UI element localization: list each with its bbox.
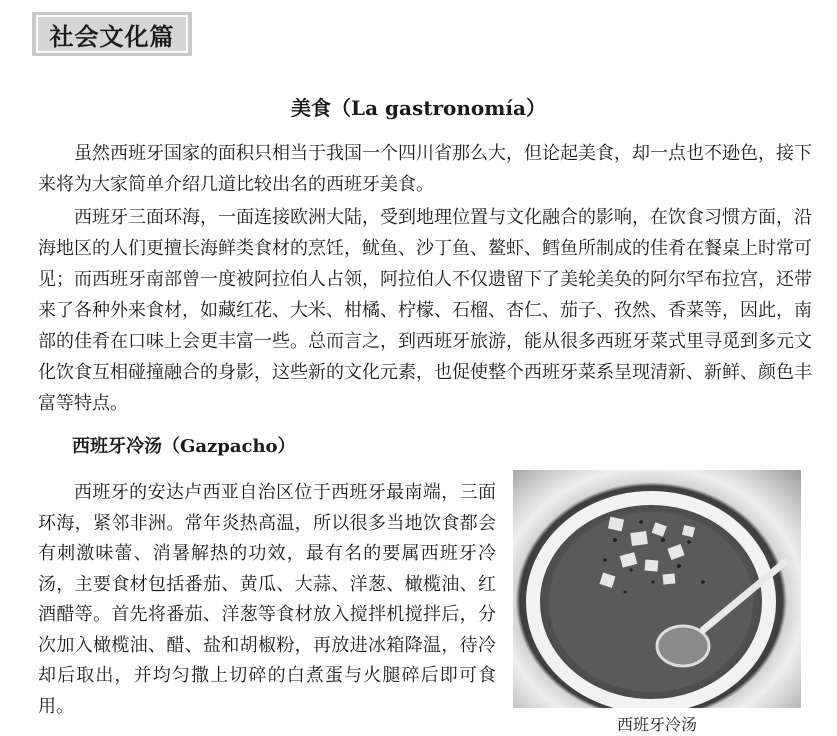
- soup-surface: [549, 512, 753, 692]
- photo-caption: 西班牙冷汤: [616, 715, 697, 734]
- culture-paragraph: 西班牙三面环海，一面连接欧洲大陆，受到地理位置与文化融合的影响，在饮食习惯方面，沿海地区的人们更擅长海鲜类食材的烹饪，鱿鱼、沙丁鱼、鳌虾、鳕鱼所制成的佳肴在餐桌上时常可见；而西班牙南部曾一度被阿拉伯人占领，阿拉伯人不仅遗留下了美轮美奂的阿尔罕布拉宫，还带来了各种外来食材，如藏红花、大米、柑橘、柠檬、石榴、杏仁、茄子、孜然、香菜等，因此，南部的佳肴在口味上会更丰富一些。总而言之，到西班牙旅游，能从很多西班牙菜式里寻觅到多元文化饮食互相碰撞融合的身影，这些新的文化元素，也促使整个西班牙菜系呈现清新、新鲜、颜色丰富等特点。: [38, 207, 812, 414]
- gazpacho-photo: [513, 470, 801, 708]
- article-title: 美食（La gastronomía）: [291, 96, 546, 120]
- gazpacho-title: 西班牙冷汤（Gazpacho）: [72, 436, 296, 457]
- gazpacho-bowl-illustration: [513, 470, 801, 708]
- section-tag: [32, 12, 192, 56]
- gazpacho-paragraph: 西班牙的安达卢西亚自治区位于西班牙最南端，三面环海，紧邻非洲。常年炎热高温，所以很多当地饮食都会有刺激味蕾、消暑解热的功效，最有名的要属西班牙冷汤，主要食材包括番茄、黄瓜、大蒜、洋葱、橄榄油、红酒醋等。首先将番茄、洋葱等食材放入搅拌机搅拌后，分次加入橄榄油、醋、盐和胡椒粉，再放进冰箱降温，待冷却后取出，并均匀撒上切碎的白煮蛋与火腿碎后即可食用。: [38, 482, 496, 717]
- section-tag-label: 社会文化篇: [36, 15, 188, 53]
- intro-paragraph: 虽然西班牙国家的面积只相当于我国一个四川省那么大，但论起美食，却一点也不逊色，接下来将为大家简单介绍几道比较出名的西班牙美食。: [38, 143, 812, 195]
